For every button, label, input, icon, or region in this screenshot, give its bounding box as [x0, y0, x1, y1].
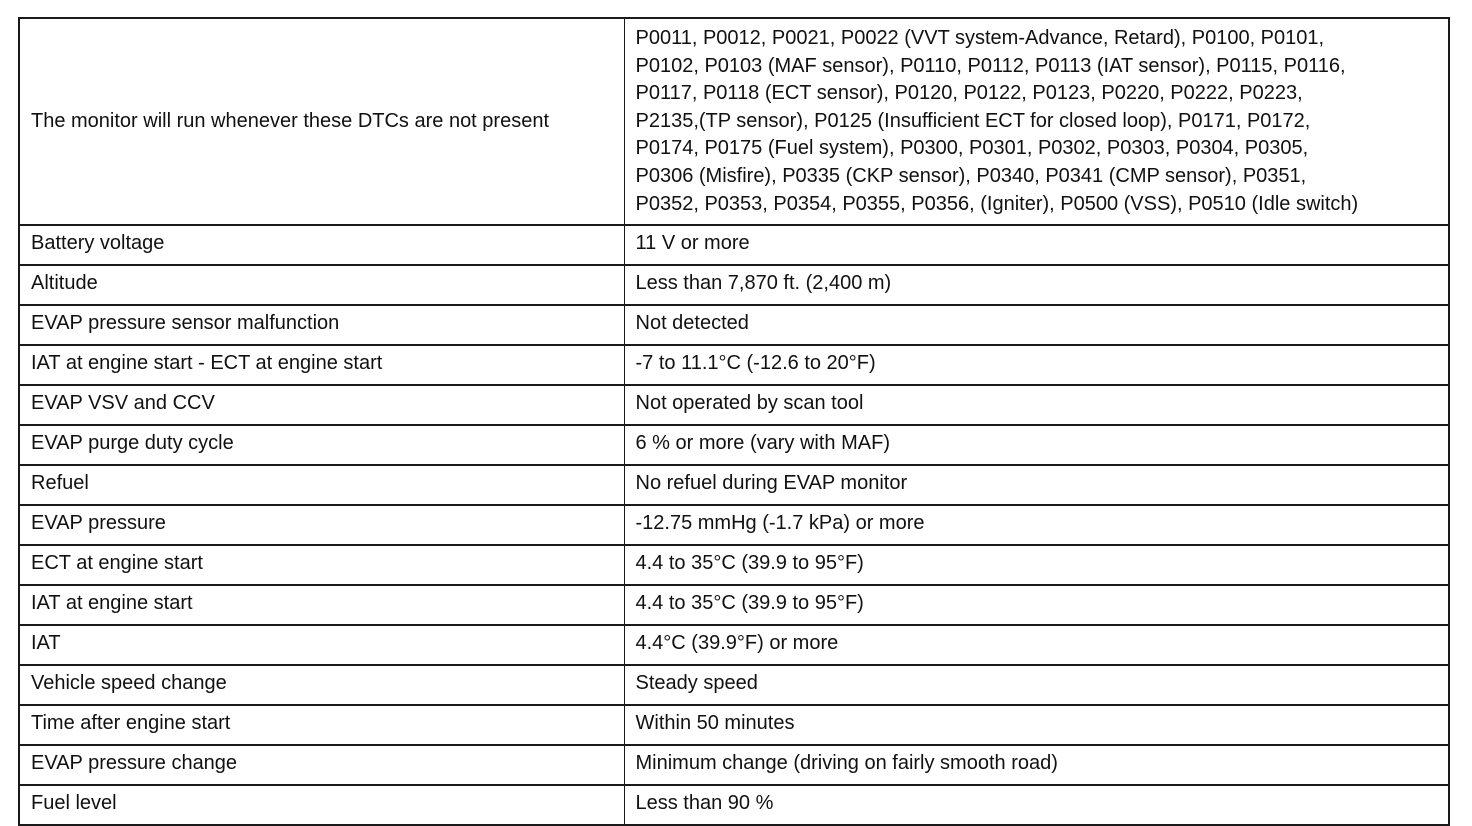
condition-label: Fuel level — [19, 785, 624, 825]
condition-value: Not detected — [624, 305, 1449, 345]
condition-label: ECT at engine start — [19, 545, 624, 585]
table-row — [19, 305, 1449, 345]
condition-value: Not operated by scan tool — [624, 385, 1449, 425]
table-row — [19, 465, 1449, 505]
condition-label: EVAP purge duty cycle — [19, 425, 624, 465]
dtc-list-line: P0011, P0012, P0021, P0022 (VVT system-Advance, Retard), P0100, P0101, — [635, 27, 1325, 49]
condition-label: Vehicle speed change — [19, 665, 624, 705]
condition-value: -7 to 11.1°C (-12.6 to 20°F) — [624, 345, 1449, 385]
monitor-conditions-table-wrapper — [18, 17, 1448, 826]
monitor-conditions-table — [18, 17, 1450, 826]
condition-value: No refuel during EVAP monitor — [624, 465, 1449, 505]
dtc-list-line: P0306 (Misfire), P0335 (CKP sensor), P0340, P0341 (CMP sensor), P0351, — [635, 164, 1307, 187]
condition-label: EVAP VSV and CCV — [19, 385, 624, 425]
condition-label: EVAP pressure sensor malfunction — [19, 305, 624, 345]
dtc-list-line: P0352, P0353, P0354, P0355, P0356, (Igniter), P0500 (VSS), P0510 (Idle switch) — [635, 192, 1359, 215]
condition-value: 11 V or more — [624, 225, 1449, 265]
table-row — [19, 625, 1449, 665]
dtc-list-line: P2135,(TP sensor), P0125 (Insufficient ECT for closed loop), P0171, P0172, — [635, 109, 1311, 132]
condition-value: 4.4°C (39.9°F) or more — [624, 625, 1449, 665]
dtc-list-line: P0174, P0175 (Fuel system), P0300, P0301, P0302, P0303, P0304, P0305, — [635, 137, 1309, 160]
dtc-list-line: P0117, P0118 (ECT sensor), P0120, P0122, P0123, P0220, P0222, P0223, — [635, 82, 1303, 105]
table-row — [19, 665, 1449, 705]
condition-value: Steady speed — [624, 665, 1449, 705]
dtc-list — [624, 18, 1449, 225]
table-body — [19, 18, 1449, 825]
dtc-list-line: P0102, P0103 (MAF sensor), P0110, P0112, P0113 (IAT sensor), P0115, P0116, — [635, 54, 1346, 77]
table-row — [19, 265, 1449, 305]
table-row — [19, 545, 1449, 585]
table-row — [19, 785, 1449, 825]
condition-value: 4.4 to 35°C (39.9 to 95°F) — [624, 585, 1449, 625]
table-row — [19, 705, 1449, 745]
condition-label: Refuel — [19, 465, 624, 505]
condition-value: Less than 7,870 ft. (2,400 m) — [624, 265, 1449, 305]
condition-value: Less than 90 % — [624, 785, 1449, 825]
dtc-row-label: The monitor will run whenever these DTCs are not present — [19, 18, 624, 225]
table-row — [19, 745, 1449, 785]
condition-value: Minimum change (driving on fairly smooth road) — [624, 745, 1449, 785]
condition-value: Within 50 minutes — [624, 705, 1449, 745]
condition-label: IAT — [19, 625, 624, 665]
condition-label: EVAP pressure change — [19, 745, 624, 785]
table-row — [19, 225, 1449, 265]
condition-label: Time after engine start — [19, 705, 624, 745]
table-row — [19, 345, 1449, 385]
condition-label: IAT at engine start — [19, 585, 624, 625]
condition-value: 6 % or more (vary with MAF) — [624, 425, 1449, 465]
dtc-row — [19, 18, 1449, 225]
condition-value: 4.4 to 35°C (39.9 to 95°F) — [624, 545, 1449, 585]
table-row — [19, 385, 1449, 425]
condition-label: Altitude — [19, 265, 624, 305]
table-row — [19, 425, 1449, 465]
condition-label: EVAP pressure — [19, 505, 624, 545]
table-row — [19, 585, 1449, 625]
condition-value: -12.75 mmHg (-1.7 kPa) or more — [624, 505, 1449, 545]
condition-label: Battery voltage — [19, 225, 624, 265]
condition-label: IAT at engine start - ECT at engine start — [19, 345, 624, 385]
table-row — [19, 505, 1449, 545]
